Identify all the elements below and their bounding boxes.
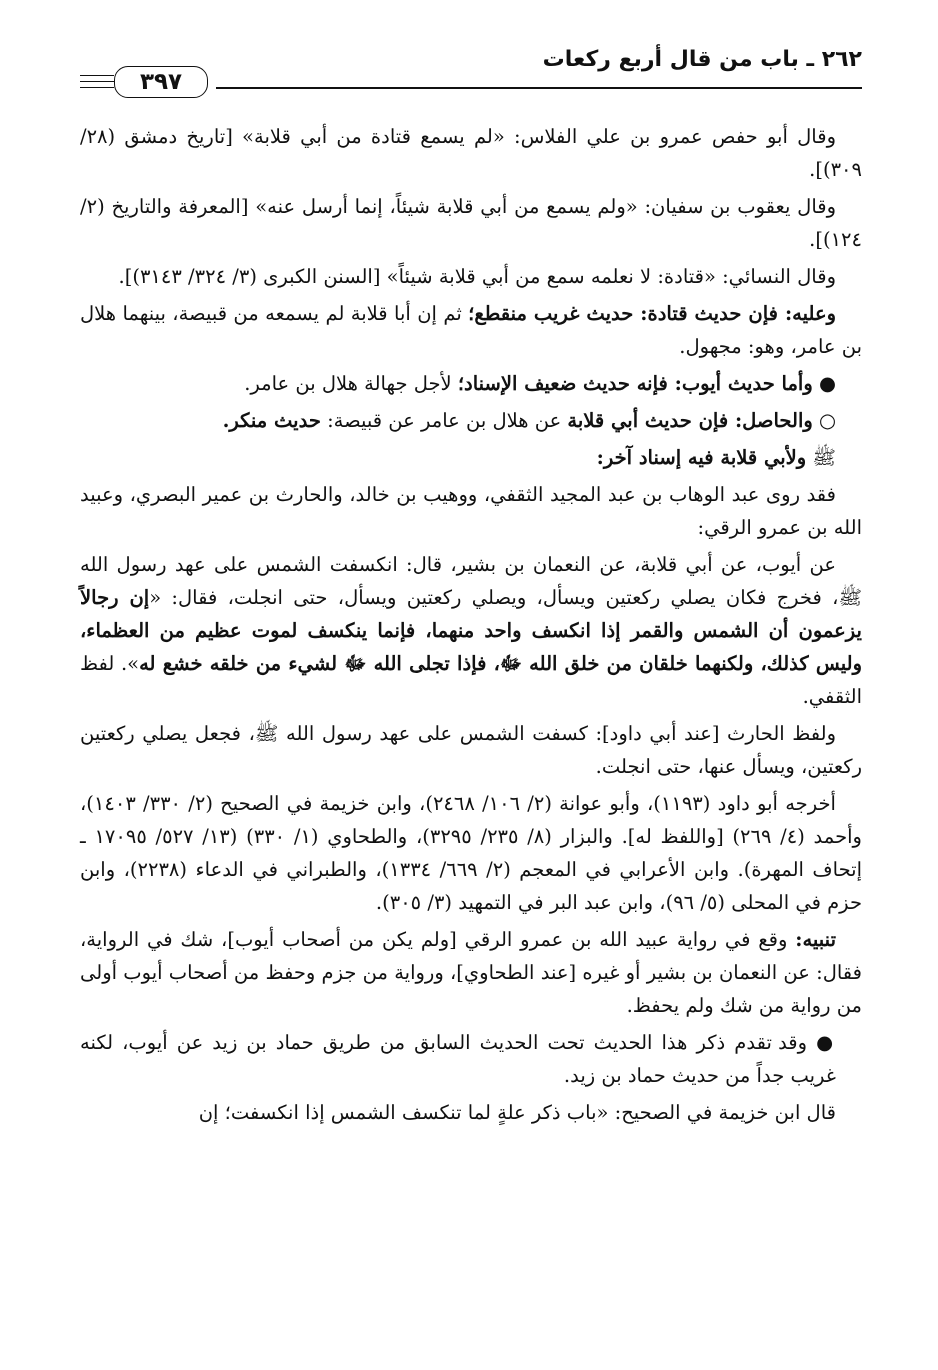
bullet-marker: ○ [812,409,836,432]
ornament-line [80,75,114,76]
text-run: وقد تقدم ذكر هذا الحديث تحت الحديث السابق من طريق حماد بن زيد عن أيوب، لكنه غريب جداً من حديث حماد بن زيد. [80,1031,836,1087]
bold-text: ولأبي قلابة فيه إسناد آخر: [596,446,807,469]
bold-text: حديث منكر. [222,409,321,432]
body-paragraph [80,787,862,919]
body-paragraph [80,260,862,293]
text-run: أخرجه أبو داود (١١٩٣)، وأبو عوانة (٢/ ١٠٦/ ٢٤٦٨)، وابن خزيمة في الصحيح (٢/ ٣٣٠/ ١٤٠٣)، وأحمد (٤/ ٢٦٩) [واللفظ له]. والبزار (٨/ ٢٣٥/ ٣٢٩٥)، والطحاوي (١/ ٣٣٠) (١٣/ ٥٢٧/ ١٧٠٩٥ ـ إتحاف المهرة). وابن الأعرابي في المعجم (٢/ ٦٦٩/ ١٣٣٤)، والطبراني في الدعاء (٢٢٣٨)، وابن حزم في المحلى (٥/ ٩٦)، وابن عبد البر في التمهيد (٣/ ٣٠٥). [80,792,862,914]
running-title: ٢٦٢ ـ باب من قال أربع ركعات [542,47,862,72]
page-body [80,120,862,1133]
bold-text: إن رجالاً يزعمون أن الشمس والقمر إذا انكسف واحد منهما، فإنما ينكسف لموت عظيم من العظماء، وليس كذلك، ولكنهما خلقان من خلق الله ﷻ، فإذا تجلى الله ﷻ لشيء من خلقه خشع له [80,586,862,675]
body-paragraph [80,923,862,1022]
body-paragraph [80,297,862,363]
text-run: فقد روى عبد الوهاب بن عبد المجيد الثقفي، ووهيب بن خالد، والحارث بن عمير البصري، وعبيد الله بن عمرو الرقي: [80,483,862,539]
bold-text: وأما حديث أيوب: فإنه حديث ضعيف الإسناد؛ [457,372,813,395]
text-run: وقال أبو حفص عمرو بن علي الفلاس: «لم يسمع قتادة من أبي قلابة» [تاريخ دمشق (٢٨/ ٣٠٩)]. [80,125,862,181]
text-run: ». لفظ الثقفي. [80,652,862,708]
ornament-line [80,87,114,88]
body-paragraph [80,717,862,783]
text-run: لأجل جهالة هلال بن عامر. [244,372,458,395]
text-run: قال ابن خزيمة في الصحيح: «باب ذكر علةٍ لما تنكسف الشمس إذا انكسفت؛ إن [198,1101,836,1124]
text-run: وقال يعقوب بن سفيان: «ولم يسمع من أبي قلابة شيئاً، إنما أرسل عنه» [المعرفة والتاريخ (٢/ ١٢٤)]. [80,195,862,251]
text-run: عن أيوب، عن أبي قلابة، عن النعمان بن بشير، قال: انكسفت الشمس على عهد رسول الله ﷺ، فخرج فكان يصلي ركعتين ويسأل، ويصلي ركعتين ويسأل، حتى انجلت، فقال: « [80,553,863,609]
bullet-marker: ● [812,372,836,395]
bold-text: والحاصل: فإن حديث أبي قلابة [567,409,813,432]
text-run: وقال النسائي: «قتادة: لا نعلمه سمع من أبي قلابة شيئاً» [السنن الكبرى (٣/ ٣٢٤/ ٣١٤٣)]. [118,265,836,288]
body-paragraph [80,548,862,713]
body-paragraph [80,120,862,186]
text-run: عن هلال بن عامر عن قبيصة: [320,409,568,432]
page-number-ornament [80,66,270,100]
ornament-line [80,81,114,82]
header-rule [216,87,862,89]
page-header [80,44,862,114]
bullet-marker: ﷺ [806,446,836,469]
bold-text: وعليه: فإن حديث قتادة: حديث غريب منقطع؛ [468,302,836,325]
bullet-paragraph [80,1026,862,1092]
bullet-paragraph [80,441,862,474]
bold-text: تنبيه: [795,928,836,951]
body-paragraph [80,478,862,544]
bullet-paragraph [80,404,862,437]
bullet-marker: ● [807,1031,837,1054]
text-run: ثم إن أبا قلابة لم يسمعه من قبيصة، بينهما هلال بن عامر، وهو: مجهول. [80,302,862,358]
bullet-paragraph [80,367,862,400]
text-run: وقع في رواية عبيد الله بن عمرو الرقي [ولم يكن من أصحاب أيوب]، شك في الرواية، فقال: عن النعمان بن بشير أو غيره [عند الطحاوي]، ورواية من جزم وحفظ من أصحاب أيوب أولى من رواية من شك ولم يحفظ. [80,928,862,1017]
body-paragraph [80,190,862,256]
page-number: ٣٩٧ [114,66,208,98]
text-run: ولفظ الحارث [عند أبي داود]: كسفت الشمس على عهد رسول الله ﷺ، فجعل يصلي ركعتين ركعتين، ويسأل عنها، حتى انجلت. [80,722,862,778]
body-paragraph [80,1096,862,1129]
